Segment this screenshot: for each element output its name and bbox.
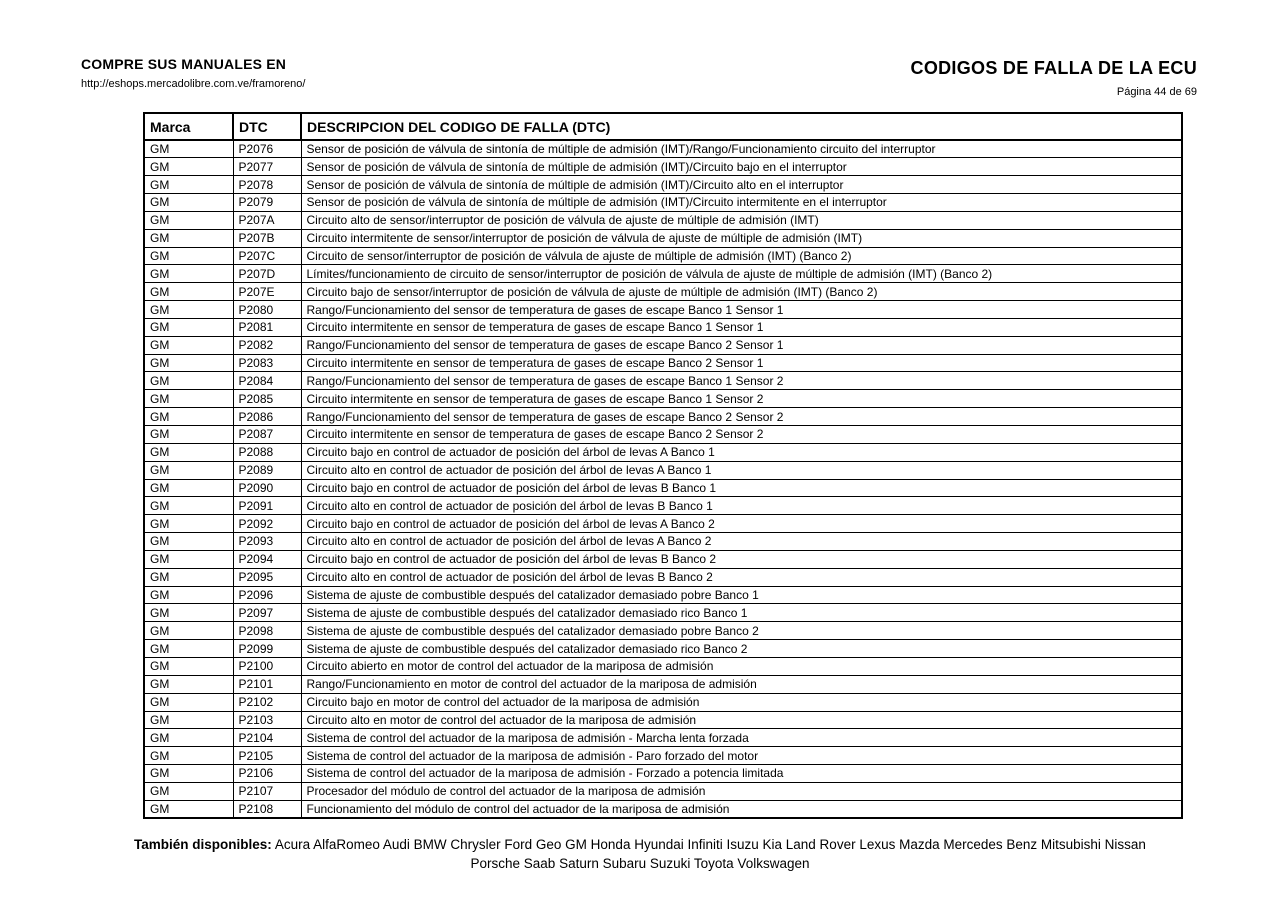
footer-line-2 xyxy=(0,854,1280,873)
table-row xyxy=(144,533,1182,551)
table-row xyxy=(144,800,1182,818)
dtc-code-cell: P2090 xyxy=(233,479,301,497)
marca-cell: GM xyxy=(144,301,233,319)
page-indicator: Página 44 de 69 xyxy=(1116,86,1197,98)
marca-cell: GM xyxy=(144,711,233,729)
table-row xyxy=(144,194,1182,212)
marca-cell: GM xyxy=(144,800,233,818)
table-row xyxy=(144,675,1182,693)
table-row xyxy=(144,354,1182,372)
descripcion-cell: Circuito bajo en control de actuador de posición del árbol de levas A Banco 2 xyxy=(301,515,1182,533)
descripcion-cell: Límites/funcionamiento de circuito de sensor/interruptor de posición de válvula de ajuste de múltiple de admisión (IMT) (Banco 2) xyxy=(301,265,1182,283)
descripcion-cell: Rango/Funcionamiento del sensor de temperatura de gases de escape Banco 1 Sensor 2 xyxy=(301,372,1182,390)
descripcion-cell: Circuito intermitente en sensor de temperatura de gases de escape Banco 2 Sensor 2 xyxy=(301,426,1182,444)
marca-cell: GM xyxy=(144,408,233,426)
dtc-code-cell: P2096 xyxy=(233,586,301,604)
marca-cell: GM xyxy=(144,765,233,783)
table-row xyxy=(144,443,1182,461)
descripcion-cell: Sistema de control del actuador de la mariposa de admisión - Forzado a potencia limitada xyxy=(301,765,1182,783)
table-row xyxy=(144,265,1182,283)
marca-cell: GM xyxy=(144,247,233,265)
table-row xyxy=(144,604,1182,622)
table-row xyxy=(144,390,1182,408)
marca-cell: GM xyxy=(144,426,233,444)
marca-cell: GM xyxy=(144,194,233,212)
table-row xyxy=(144,283,1182,301)
descripcion-cell: Circuito intermitente en sensor de temperatura de gases de escape Banco 1 Sensor 1 xyxy=(301,318,1182,336)
column-header-descripcion: DESCRIPCION DEL CODIGO DE FALLA (DTC) xyxy=(301,113,1182,140)
marca-cell: GM xyxy=(144,515,233,533)
descripcion-cell: Circuito intermitente en sensor de temperatura de gases de escape Banco 1 Sensor 2 xyxy=(301,390,1182,408)
shop-url[interactable]: http://eshops.mercadolibre.com.ve/framoreno/ xyxy=(81,78,306,90)
table-row xyxy=(144,657,1182,675)
table-row xyxy=(144,229,1182,247)
table-row xyxy=(144,640,1182,658)
header-right xyxy=(911,58,1197,98)
table-row xyxy=(144,176,1182,194)
table-row xyxy=(144,729,1182,747)
dtc-code-cell: P2080 xyxy=(233,301,301,319)
descripcion-cell: Rango/Funcionamiento del sensor de temperatura de gases de escape Banco 2 Sensor 2 xyxy=(301,408,1182,426)
table-row xyxy=(144,765,1182,783)
dtc-code-cell: P2084 xyxy=(233,372,301,390)
dtc-code-cell: P2105 xyxy=(233,747,301,765)
dtc-code-cell: P2104 xyxy=(233,729,301,747)
marca-cell: GM xyxy=(144,390,233,408)
footer-brands-2: Porsche Saab Saturn Subaru Suzuki Toyota Volkswagen xyxy=(470,856,810,871)
marca-cell: GM xyxy=(144,693,233,711)
table-row xyxy=(144,550,1182,568)
marca-cell: GM xyxy=(144,568,233,586)
descripcion-cell: Sistema de ajuste de combustible después del catalizador demasiado rico Banco 2 xyxy=(301,640,1182,658)
marca-cell: GM xyxy=(144,318,233,336)
marca-cell: GM xyxy=(144,176,233,194)
descripcion-cell: Sistema de control del actuador de la mariposa de admisión - Marcha lenta forzada xyxy=(301,729,1182,747)
dtc-code-cell: P2076 xyxy=(233,140,301,158)
marca-cell: GM xyxy=(144,354,233,372)
footer-brands xyxy=(0,835,1280,873)
dtc-code-cell: P2103 xyxy=(233,711,301,729)
table-row xyxy=(144,515,1182,533)
table-row xyxy=(144,622,1182,640)
dtc-code-cell: P2106 xyxy=(233,765,301,783)
marca-cell: GM xyxy=(144,229,233,247)
marca-cell: GM xyxy=(144,265,233,283)
dtc-code-cell: P2095 xyxy=(233,568,301,586)
table-row xyxy=(144,336,1182,354)
dtc-code-cell: P2089 xyxy=(233,461,301,479)
marca-cell: GM xyxy=(144,211,233,229)
table-row xyxy=(144,247,1182,265)
table-row xyxy=(144,158,1182,176)
footer-line-1 xyxy=(0,835,1280,854)
descripcion-cell: Sistema de ajuste de combustible después del catalizador demasiado pobre Banco 1 xyxy=(301,586,1182,604)
marca-cell: GM xyxy=(144,283,233,301)
dtc-code-cell: P2088 xyxy=(233,443,301,461)
dtc-code-cell: P2102 xyxy=(233,693,301,711)
descripcion-cell: Rango/Funcionamiento del sensor de temperatura de gases de escape Banco 2 Sensor 1 xyxy=(301,336,1182,354)
descripcion-cell: Circuito abierto en motor de control del actuador de la mariposa de admisión xyxy=(301,657,1182,675)
descripcion-cell: Circuito alto en motor de control del actuador de la mariposa de admisión xyxy=(301,711,1182,729)
descripcion-cell: Circuito intermitente en sensor de temperatura de gases de escape Banco 2 Sensor 1 xyxy=(301,354,1182,372)
descripcion-cell: Circuito bajo de sensor/interruptor de posición de válvula de ajuste de múltiple de admisión (IMT) (Banco 2) xyxy=(301,283,1182,301)
marca-cell: GM xyxy=(144,550,233,568)
descripcion-cell: Sistema de ajuste de combustible después del catalizador demasiado rico Banco 1 xyxy=(301,604,1182,622)
marca-cell: GM xyxy=(144,747,233,765)
marca-cell: GM xyxy=(144,622,233,640)
dtc-code-cell: P2093 xyxy=(233,533,301,551)
footer-brands-1: Acura AlfaRomeo Audi BMW Chrysler Ford Geo GM Honda Hyundai Infiniti Isuzu Kia Land Rover Lexus Mazda Mercedes Benz Mitsubishi Nissan xyxy=(274,837,1146,852)
table-row xyxy=(144,140,1182,158)
table-row xyxy=(144,586,1182,604)
dtc-table xyxy=(143,112,1183,819)
dtc-code-cell: P2079 xyxy=(233,194,301,212)
dtc-code-cell: P2081 xyxy=(233,318,301,336)
marca-cell: GM xyxy=(144,158,233,176)
column-header-marca: Marca xyxy=(144,113,233,140)
header-left xyxy=(81,56,305,90)
dtc-code-cell: P2107 xyxy=(233,782,301,800)
descripcion-cell: Rango/Funcionamiento en motor de control del actuador de la mariposa de admisión xyxy=(301,675,1182,693)
table-row xyxy=(144,747,1182,765)
marca-cell: GM xyxy=(144,604,233,622)
dtc-code-cell: P207C xyxy=(233,247,301,265)
descripcion-cell: Circuito bajo en control de actuador de posición del árbol de levas B Banco 1 xyxy=(301,479,1182,497)
descripcion-cell: Circuito de sensor/interruptor de posición de válvula de ajuste de múltiple de admisión (IMT) (Banco 2) xyxy=(301,247,1182,265)
marca-cell: GM xyxy=(144,640,233,658)
marca-cell: GM xyxy=(144,461,233,479)
dtc-code-cell: P2100 xyxy=(233,657,301,675)
dtc-code-cell: P2078 xyxy=(233,176,301,194)
descripcion-cell: Circuito alto en control de actuador de posición del árbol de levas A Banco 2 xyxy=(301,533,1182,551)
descripcion-cell: Circuito alto en control de actuador de posición del árbol de levas B Banco 1 xyxy=(301,497,1182,515)
descripcion-cell: Rango/Funcionamiento del sensor de temperatura de gases de escape Banco 1 Sensor 1 xyxy=(301,301,1182,319)
dtc-code-cell: P2094 xyxy=(233,550,301,568)
dtc-code-cell: P2085 xyxy=(233,390,301,408)
descripcion-cell: Circuito alto en control de actuador de posición del árbol de levas A Banco 1 xyxy=(301,461,1182,479)
table-header-row xyxy=(144,113,1182,140)
dtc-code-cell: P2083 xyxy=(233,354,301,372)
dtc-code-cell: P2097 xyxy=(233,604,301,622)
marca-cell: GM xyxy=(144,372,233,390)
marca-cell: GM xyxy=(144,336,233,354)
dtc-code-cell: P2099 xyxy=(233,640,301,658)
descripcion-cell: Sensor de posición de válvula de sintonía de múltiple de admisión (IMT)/Circuito alto en el interruptor xyxy=(301,176,1182,194)
dtc-code-cell: P2082 xyxy=(233,336,301,354)
descripcion-cell: Circuito alto de sensor/interruptor de posición de válvula de ajuste de múltiple de admisión (IMT) xyxy=(301,211,1182,229)
descripcion-cell: Sensor de posición de válvula de sintonía de múltiple de admisión (IMT)/Circuito bajo en el interruptor xyxy=(301,158,1182,176)
table-row xyxy=(144,461,1182,479)
marca-cell: GM xyxy=(144,782,233,800)
marca-cell: GM xyxy=(144,533,233,551)
dtc-code-cell: P2108 xyxy=(233,800,301,818)
dtc-code-cell: P2098 xyxy=(233,622,301,640)
marca-cell: GM xyxy=(144,586,233,604)
table-row xyxy=(144,408,1182,426)
dtc-code-cell: P2077 xyxy=(233,158,301,176)
marca-cell: GM xyxy=(144,657,233,675)
footer-label: También disponibles: xyxy=(134,837,272,852)
descripcion-cell: Sistema de ajuste de combustible después del catalizador demasiado pobre Banco 2 xyxy=(301,622,1182,640)
table-row xyxy=(144,426,1182,444)
marca-cell: GM xyxy=(144,729,233,747)
dtc-code-cell: P207B xyxy=(233,229,301,247)
table-row xyxy=(144,711,1182,729)
dtc-code-cell: P2087 xyxy=(233,426,301,444)
descripcion-cell: Sensor de posición de válvula de sintonía de múltiple de admisión (IMT)/Rango/Funcionamiento circuito del interruptor xyxy=(301,140,1182,158)
descripcion-cell: Sensor de posición de válvula de sintonía de múltiple de admisión (IMT)/Circuito intermitente en el interruptor xyxy=(301,194,1182,212)
descripcion-cell: Procesador del módulo de control del actuador de la mariposa de admisión xyxy=(301,782,1182,800)
shop-title: COMPRE SUS MANUALES EN xyxy=(81,56,287,72)
descripcion-cell: Circuito bajo en control de actuador de posición del árbol de levas A Banco 1 xyxy=(301,443,1182,461)
table-row xyxy=(144,693,1182,711)
marca-cell: GM xyxy=(144,140,233,158)
descripcion-cell: Funcionamiento del módulo de control del actuador de la mariposa de admisión xyxy=(301,800,1182,818)
descripcion-cell: Circuito bajo en motor de control del actuador de la mariposa de admisión xyxy=(301,693,1182,711)
dtc-code-cell: P207E xyxy=(233,283,301,301)
dtc-code-cell: P2091 xyxy=(233,497,301,515)
dtc-table-container xyxy=(143,112,1183,819)
table-row xyxy=(144,479,1182,497)
page-title: CODIGOS DE FALLA DE LA ECU xyxy=(910,58,1197,78)
descripcion-cell: Circuito bajo en control de actuador de posición del árbol de levas B Banco 2 xyxy=(301,550,1182,568)
table-row xyxy=(144,782,1182,800)
dtc-code-cell: P207D xyxy=(233,265,301,283)
table-row xyxy=(144,318,1182,336)
table-row xyxy=(144,372,1182,390)
marca-cell: GM xyxy=(144,675,233,693)
column-header-dtc: DTC xyxy=(233,113,301,140)
marca-cell: GM xyxy=(144,479,233,497)
descripcion-cell: Circuito intermitente de sensor/interruptor de posición de válvula de ajuste de múltiple de admisión (IMT) xyxy=(301,229,1182,247)
descripcion-cell: Sistema de control del actuador de la mariposa de admisión - Paro forzado del motor xyxy=(301,747,1182,765)
table-row xyxy=(144,568,1182,586)
dtc-code-cell: P2092 xyxy=(233,515,301,533)
marca-cell: GM xyxy=(144,497,233,515)
dtc-code-cell: P207A xyxy=(233,211,301,229)
dtc-code-cell: P2086 xyxy=(233,408,301,426)
marca-cell: GM xyxy=(144,443,233,461)
table-row xyxy=(144,301,1182,319)
descripcion-cell: Circuito alto en control de actuador de posición del árbol de levas B Banco 2 xyxy=(301,568,1182,586)
table-row xyxy=(144,497,1182,515)
table-body xyxy=(144,140,1182,818)
dtc-code-cell: P2101 xyxy=(233,675,301,693)
table-row xyxy=(144,211,1182,229)
